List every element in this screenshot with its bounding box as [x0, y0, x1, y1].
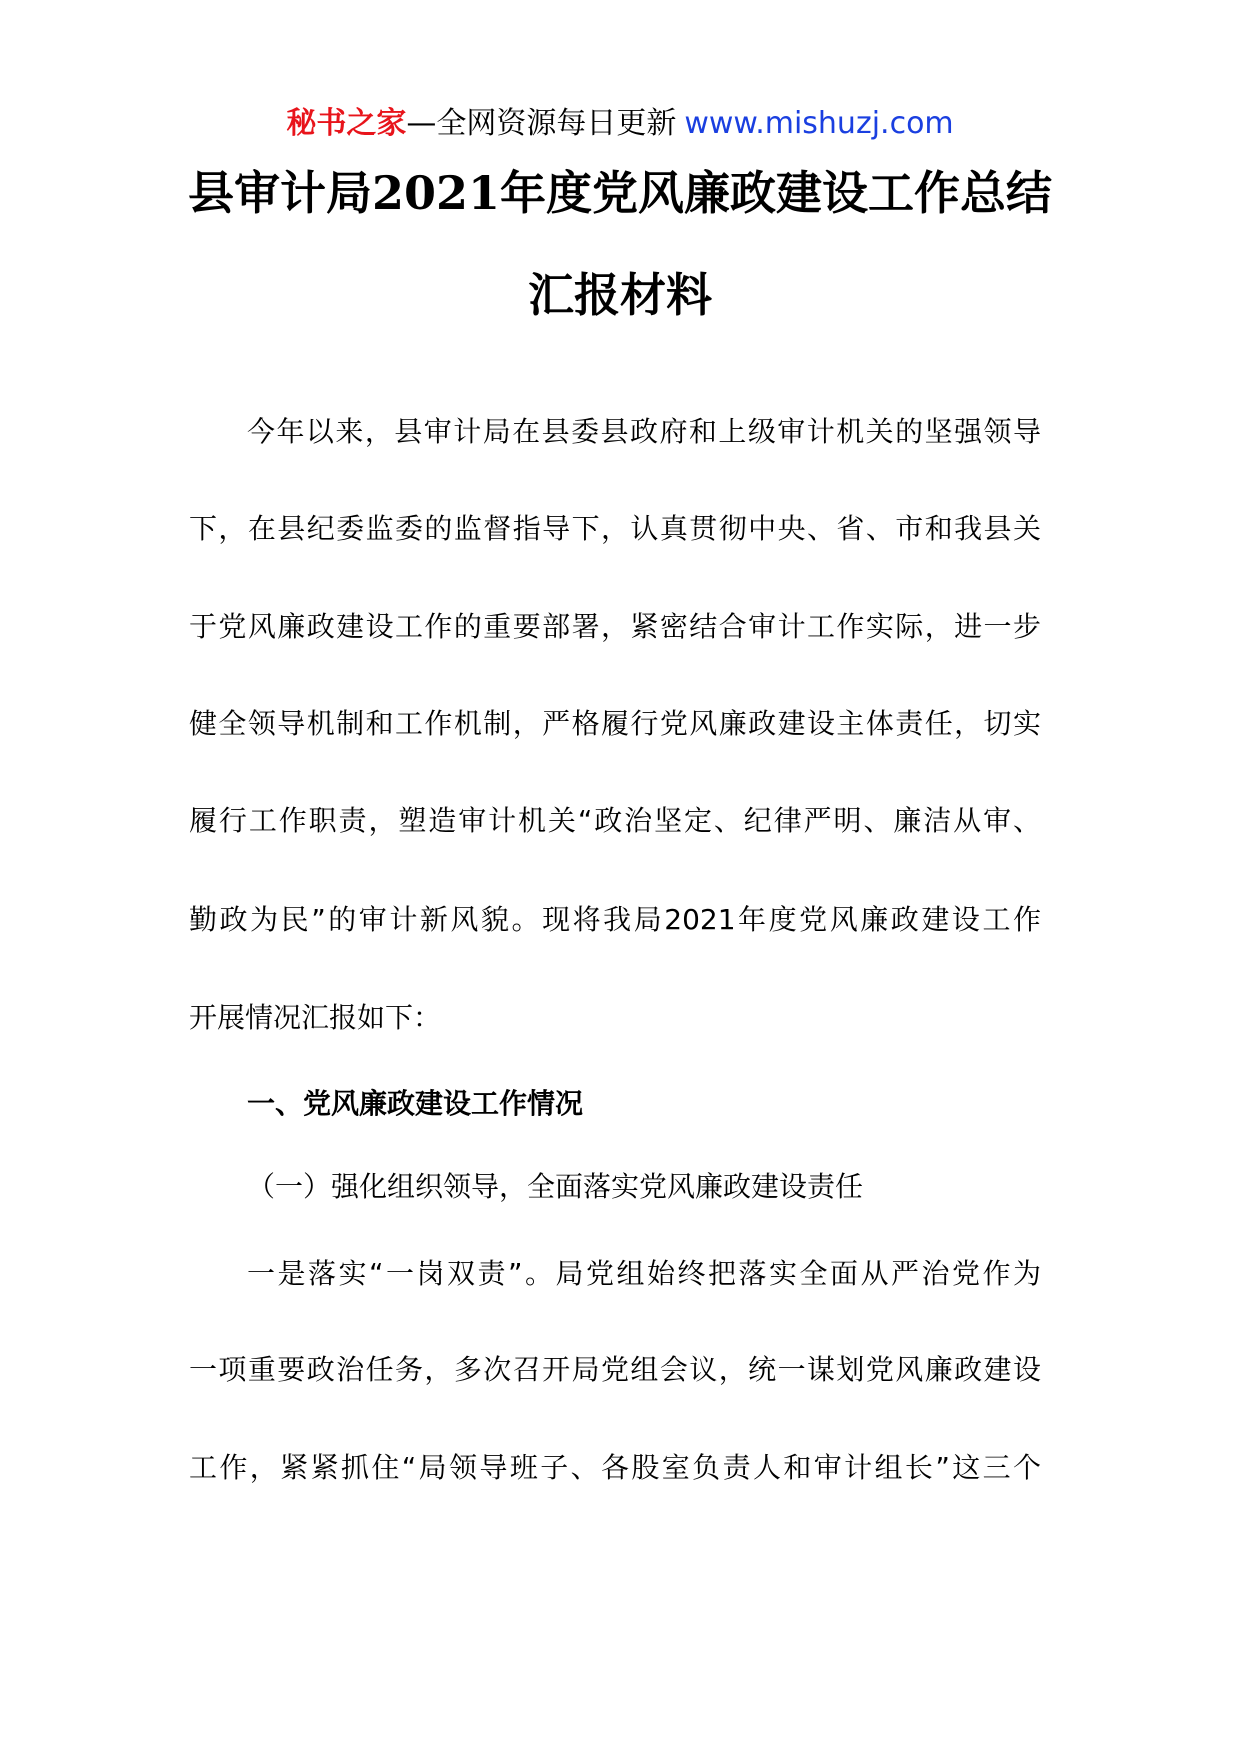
paragraph-line: 工作，紧紧抓住“局领导班子、各股室负责人和审计组长”这三个 — [189, 1451, 1041, 1484]
paragraph-line: 下，在县纪委监委的监督指导下，认真贯彻中央、省、市和我县关 — [189, 512, 1041, 545]
paragraph-line: 一项重要政治任务，多次召开局党组会议，统一谋划党风廉政建设 — [189, 1353, 1041, 1386]
paragraph-line: 健全领导机制和工作机制，严格履行党风廉政建设主体责任，切实 — [189, 707, 1041, 740]
site-brand: 秘书之家 — [286, 106, 407, 141]
document-title-line-1: 县审计局2021年度党风廉政建设工作总结 — [187, 166, 1053, 220]
paragraph-line: 开展情况汇报如下： — [189, 1001, 442, 1034]
site-tagline: —全网资源每日更新 — [406, 106, 677, 141]
paragraph-line: 今年以来，县审计局在县委县政府和上级审计机关的坚强领导 — [247, 415, 1041, 448]
section-heading: 一、党风廉政建设工作情况 — [247, 1087, 584, 1120]
paragraph-line: 勤政为民”的审计新风貌。现将我局2021年度党风廉政建设工作 — [189, 903, 1041, 936]
section-subheading: （一）强化组织领导，全面落实党风廉政建设责任 — [247, 1170, 864, 1203]
site-url: www.mishuzj.com — [684, 106, 954, 141]
paragraph-line: 于党风廉政建设工作的重要部署，紧密结合审计工作实际，进一步 — [189, 610, 1041, 643]
site-header — [0, 104, 1240, 144]
paragraph-line: 履行工作职责，塑造审计机关“政治坚定、纪律严明、廉洁从审、 — [189, 804, 1041, 837]
paragraph-line: 一是落实“一岗双责”。局党组始终把落实全面从严治党作为 — [247, 1257, 1041, 1290]
document-title-line-2: 汇报材料 — [528, 268, 712, 322]
